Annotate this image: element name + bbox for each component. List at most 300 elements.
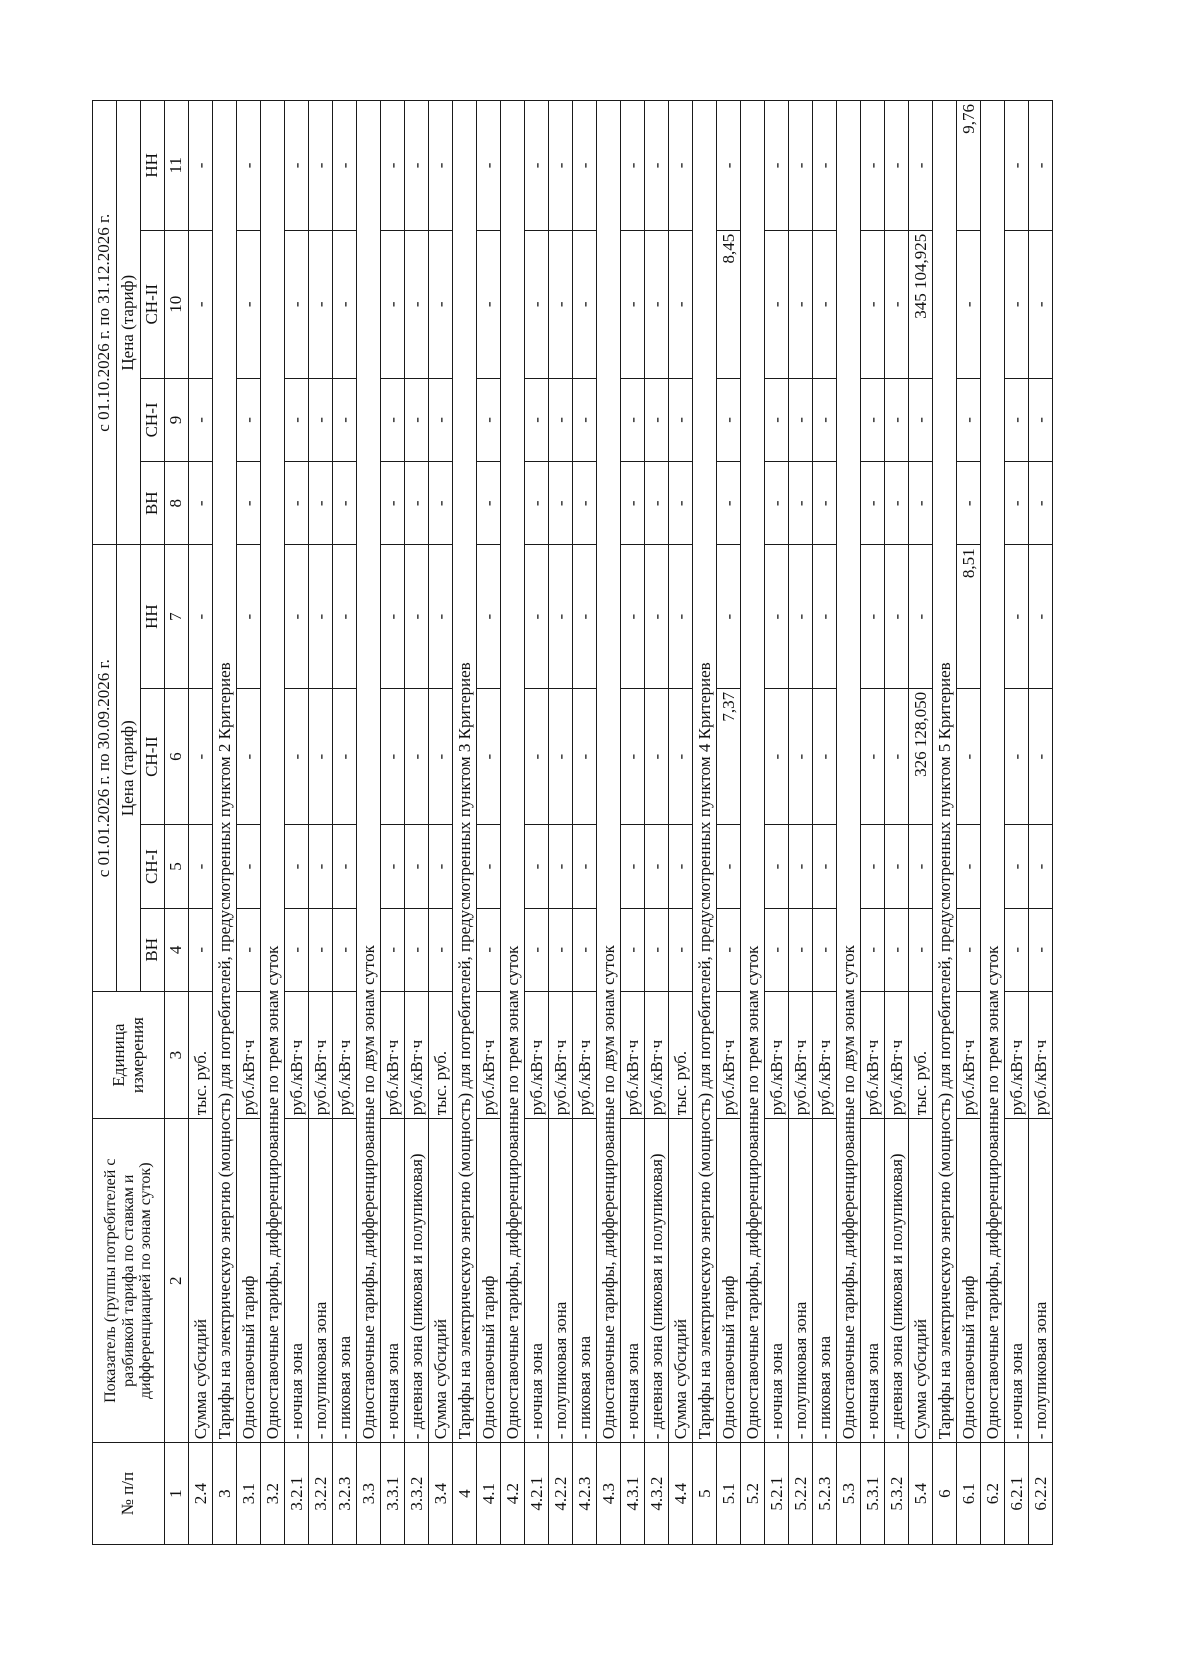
table-row bbox=[885, 101, 909, 1545]
unit-of-measure: руб./кВт·ч bbox=[237, 991, 261, 1118]
tariff-value: - bbox=[1029, 462, 1053, 545]
row-number: 3.4 bbox=[429, 1443, 453, 1545]
tariff-value: 9,76 bbox=[957, 101, 981, 231]
table-row bbox=[285, 101, 309, 1545]
tariff-value: - bbox=[549, 378, 573, 461]
tariff-value: - bbox=[285, 101, 309, 231]
table-row bbox=[477, 101, 501, 1545]
tariff-value: - bbox=[477, 688, 501, 825]
tariff-value: - bbox=[405, 825, 429, 908]
tariff-value: - bbox=[861, 378, 885, 461]
row-number: 3.1 bbox=[237, 1443, 261, 1545]
row-number: 3.3 bbox=[357, 1443, 381, 1545]
tariff-value: - bbox=[1005, 462, 1029, 545]
tariff-value: - bbox=[429, 545, 453, 688]
tariff-value: - bbox=[429, 908, 453, 991]
tariff-value: - bbox=[885, 688, 909, 825]
tariff-value: - bbox=[285, 230, 309, 378]
unit-of-measure: тыс. руб. bbox=[669, 991, 693, 1118]
indicator-name: - полупиковая зона bbox=[789, 1119, 813, 1443]
table-row bbox=[1005, 101, 1029, 1545]
header-period-1: с 01.01.2026 г. по 30.09.2026 г. bbox=[93, 545, 117, 992]
indicator-name: - полупиковая зона bbox=[309, 1119, 333, 1443]
section-row bbox=[933, 101, 957, 1545]
tariff-value: - bbox=[525, 545, 549, 688]
tariff-value: - bbox=[549, 825, 573, 908]
tariff-value: - bbox=[1005, 101, 1029, 231]
table-row bbox=[669, 101, 693, 1545]
tariff-value: - bbox=[285, 908, 309, 991]
tariff-value: - bbox=[237, 462, 261, 545]
tariff-value: - bbox=[405, 908, 429, 991]
tariff-value: - bbox=[189, 825, 213, 908]
unit-of-measure: руб./кВт·ч bbox=[1005, 991, 1029, 1118]
header-col-indicator: Показатель (группы потребителей с разбивкой тарифа по ставкам и дифференциацией по зонам суток) bbox=[93, 1119, 165, 1443]
header-price-label-2: Цена (тариф) bbox=[117, 101, 141, 545]
row-number: 6.2.2 bbox=[1029, 1443, 1053, 1545]
tariff-value: - bbox=[285, 825, 309, 908]
unit-of-measure: руб./кВт·ч bbox=[885, 991, 909, 1118]
row-number: 5.2.1 bbox=[765, 1443, 789, 1545]
tariff-value: - bbox=[333, 545, 357, 688]
tariff-value: - bbox=[285, 545, 309, 688]
tariff-value: - bbox=[645, 825, 669, 908]
column-number: 4 bbox=[165, 908, 189, 991]
header-col-num: № п/п bbox=[93, 1443, 165, 1545]
tariff-value: - bbox=[429, 462, 453, 545]
tariff-value: - bbox=[621, 101, 645, 231]
tariff-value: - bbox=[669, 908, 693, 991]
tariff-value: - bbox=[381, 462, 405, 545]
row-number: 3.2.1 bbox=[285, 1443, 309, 1545]
tariff-value: - bbox=[525, 230, 549, 378]
unit-of-measure: руб./кВт·ч bbox=[813, 991, 837, 1118]
tariff-value: - bbox=[909, 908, 933, 991]
tariff-value: - bbox=[381, 378, 405, 461]
tariff-value: - bbox=[405, 230, 429, 378]
header-period-2: с 01.10.2026 г. по 31.12.2026 г. bbox=[93, 101, 117, 545]
tariff-value: - bbox=[621, 688, 645, 825]
row-number: 5 bbox=[693, 1443, 717, 1545]
tariff-value: - bbox=[189, 101, 213, 231]
unit-of-measure: руб./кВт·ч bbox=[405, 991, 429, 1118]
table-row bbox=[429, 101, 453, 1545]
tariff-value: - bbox=[381, 825, 405, 908]
row-number: 4.3 bbox=[597, 1443, 621, 1545]
indicator-name: Сумма субсидий bbox=[669, 1119, 693, 1443]
tariff-value: - bbox=[861, 545, 885, 688]
tariff-value: - bbox=[309, 101, 333, 231]
tariff-value: - bbox=[405, 378, 429, 461]
row-number: 3 bbox=[213, 1443, 237, 1545]
tariff-value: - bbox=[1029, 545, 1053, 688]
tariff-value: - bbox=[525, 462, 549, 545]
indicator-name: - дневная зона (пиковая и полупиковая) bbox=[645, 1119, 669, 1443]
row-number: 4.2.1 bbox=[525, 1443, 549, 1545]
unit-of-measure: руб./кВт·ч bbox=[309, 991, 333, 1118]
tariff-value: - bbox=[309, 908, 333, 991]
table-row bbox=[1029, 101, 1053, 1545]
table-row bbox=[333, 101, 357, 1545]
section-row bbox=[453, 101, 477, 1545]
row-number: 5.2.2 bbox=[789, 1443, 813, 1545]
tariff-value: - bbox=[645, 378, 669, 461]
tariff-value: - bbox=[861, 908, 885, 991]
tariff-value: - bbox=[957, 908, 981, 991]
section-title: Одноставочные тарифы, дифференцированные по трем зонам суток bbox=[981, 101, 1005, 1443]
row-number: 4.2.2 bbox=[549, 1443, 573, 1545]
indicator-name: - ночная зона bbox=[861, 1119, 885, 1443]
tariff-value: - bbox=[333, 101, 357, 231]
header-voltage: ВН bbox=[141, 908, 165, 991]
indicator-name: - пиковая зона bbox=[333, 1119, 357, 1443]
column-number: 9 bbox=[165, 378, 189, 461]
tariff-value: - bbox=[669, 825, 693, 908]
tariff-value: - bbox=[813, 825, 837, 908]
tariff-value: - bbox=[573, 230, 597, 378]
tariff-value: - bbox=[237, 101, 261, 231]
indicator-name: - пиковая зона bbox=[813, 1119, 837, 1443]
tariff-value: - bbox=[645, 101, 669, 231]
tariff-value: - bbox=[765, 101, 789, 231]
tariff-value: - bbox=[405, 101, 429, 231]
table-row bbox=[957, 101, 981, 1545]
tariff-value: - bbox=[477, 825, 501, 908]
indicator-name: Сумма субсидий bbox=[909, 1119, 933, 1443]
tariff-value: - bbox=[1029, 378, 1053, 461]
tariff-value: - bbox=[1005, 230, 1029, 378]
tariff-value: - bbox=[309, 825, 333, 908]
tariff-value: - bbox=[549, 101, 573, 231]
indicator-name: Одноставочный тариф bbox=[477, 1119, 501, 1443]
column-number: 3 bbox=[165, 991, 189, 1118]
tariff-value: - bbox=[525, 101, 549, 231]
table-row bbox=[717, 101, 741, 1545]
tariff-value: - bbox=[237, 378, 261, 461]
tariff-value: - bbox=[1029, 230, 1053, 378]
row-number: 6.2 bbox=[981, 1443, 1005, 1545]
section-title: Тарифы на электрическую энергию (мощность) для потребителей, предусмотренных пунктом 3 Критериев bbox=[453, 101, 477, 1443]
row-number: 4 bbox=[453, 1443, 477, 1545]
indicator-name: Одноставочный тариф bbox=[957, 1119, 981, 1443]
tariff-value: - bbox=[333, 462, 357, 545]
tariff-value: - bbox=[1029, 908, 1053, 991]
unit-of-measure: руб./кВт·ч bbox=[765, 991, 789, 1118]
tariff-value: - bbox=[333, 688, 357, 825]
unit-of-measure: руб./кВт·ч bbox=[549, 991, 573, 1118]
tariff-value: - bbox=[333, 908, 357, 991]
tariff-value: - bbox=[285, 688, 309, 825]
section-row bbox=[837, 101, 861, 1545]
tariff-value: - bbox=[957, 230, 981, 378]
tariff-value: 345 104,925 bbox=[909, 230, 933, 378]
tariff-value: - bbox=[1005, 908, 1029, 991]
row-number: 6.2.1 bbox=[1005, 1443, 1029, 1545]
tariff-value: - bbox=[549, 462, 573, 545]
tariff-value: - bbox=[549, 688, 573, 825]
tariff-value: - bbox=[477, 908, 501, 991]
column-number: 2 bbox=[165, 1119, 189, 1443]
tariff-value: - bbox=[429, 688, 453, 825]
tariff-value: - bbox=[813, 908, 837, 991]
tariff-value: - bbox=[861, 688, 885, 825]
tariff-value: - bbox=[525, 908, 549, 991]
row-number: 5.2.3 bbox=[813, 1443, 837, 1545]
tariff-value: - bbox=[717, 101, 741, 231]
tariff-value: - bbox=[957, 378, 981, 461]
tariff-value: - bbox=[621, 378, 645, 461]
header-voltage: НН bbox=[141, 545, 165, 688]
tariff-value: - bbox=[525, 825, 549, 908]
table-row bbox=[309, 101, 333, 1545]
row-number: 4.2 bbox=[501, 1443, 525, 1545]
unit-of-measure: руб./кВт·ч bbox=[789, 991, 813, 1118]
indicator-name: - полупиковая зона bbox=[1029, 1119, 1053, 1443]
tariff-value: - bbox=[381, 230, 405, 378]
section-title: Тарифы на электрическую энергию (мощность) для потребителей, предусмотренных пунктом 5 Критериев bbox=[933, 101, 957, 1443]
tariff-value: - bbox=[189, 545, 213, 688]
tariff-value: - bbox=[309, 688, 333, 825]
column-number: 5 bbox=[165, 825, 189, 908]
indicator-name: Одноставочный тариф bbox=[237, 1119, 261, 1443]
tariff-value: - bbox=[477, 462, 501, 545]
tariff-value: - bbox=[885, 908, 909, 991]
unit-of-measure: руб./кВт·ч bbox=[333, 991, 357, 1118]
tariff-value: - bbox=[1005, 688, 1029, 825]
row-number: 6.1 bbox=[957, 1443, 981, 1545]
tariff-value: - bbox=[1029, 688, 1053, 825]
row-number: 4.4 bbox=[669, 1443, 693, 1545]
header-voltage: СН-II bbox=[141, 688, 165, 825]
tariff-value: - bbox=[789, 462, 813, 545]
tariff-value: - bbox=[429, 101, 453, 231]
tariff-value: - bbox=[285, 462, 309, 545]
table-row bbox=[237, 101, 261, 1545]
table-row bbox=[789, 101, 813, 1545]
indicator-name: - полупиковая зона bbox=[549, 1119, 573, 1443]
tariff-value: - bbox=[477, 545, 501, 688]
tariff-value: - bbox=[765, 378, 789, 461]
row-number: 3.2 bbox=[261, 1443, 285, 1545]
tariff-value: - bbox=[573, 825, 597, 908]
tariff-value: - bbox=[861, 101, 885, 231]
section-title: Одноставочные тарифы, дифференцированные по трем зонам суток bbox=[501, 101, 525, 1443]
tariff-value: - bbox=[885, 462, 909, 545]
header-voltage: ВН bbox=[141, 462, 165, 545]
unit-of-measure: руб./кВт·ч bbox=[573, 991, 597, 1118]
tariff-value: - bbox=[717, 908, 741, 991]
tariff-value: - bbox=[285, 378, 309, 461]
tariff-value: - bbox=[717, 378, 741, 461]
tariff-value: - bbox=[405, 462, 429, 545]
row-number: 5.3 bbox=[837, 1443, 861, 1545]
tariff-value: - bbox=[525, 378, 549, 461]
column-number: 7 bbox=[165, 545, 189, 688]
tariff-value: - bbox=[237, 688, 261, 825]
table-row bbox=[189, 101, 213, 1545]
row-number: 5.1 bbox=[717, 1443, 741, 1545]
unit-of-measure: руб./кВт·ч bbox=[717, 991, 741, 1118]
tariff-value: - bbox=[717, 545, 741, 688]
table-row bbox=[525, 101, 549, 1545]
header-voltage: СН-I bbox=[141, 378, 165, 461]
tariff-value: - bbox=[861, 462, 885, 545]
column-number: 10 bbox=[165, 230, 189, 378]
tariff-value: - bbox=[621, 825, 645, 908]
row-number: 4.3.2 bbox=[645, 1443, 669, 1545]
row-number: 3.3.1 bbox=[381, 1443, 405, 1545]
tariff-value: - bbox=[645, 462, 669, 545]
tariff-table bbox=[92, 100, 1053, 1545]
tariff-value: - bbox=[429, 825, 453, 908]
tariff-value: - bbox=[621, 230, 645, 378]
section-title: Тарифы на электрическую энергию (мощность) для потребителей, предусмотренных пунктом 2 Критериев bbox=[213, 101, 237, 1443]
tariff-value: - bbox=[189, 908, 213, 991]
tariff-value: - bbox=[333, 230, 357, 378]
tariff-value: - bbox=[813, 688, 837, 825]
tariff-value: 7,37 bbox=[717, 688, 741, 825]
unit-of-measure: руб./кВт·ч bbox=[477, 991, 501, 1118]
tariff-value: - bbox=[381, 688, 405, 825]
indicator-name: Сумма субсидий bbox=[189, 1119, 213, 1443]
tariff-value: - bbox=[1005, 545, 1029, 688]
tariff-value: - bbox=[645, 908, 669, 991]
tariff-value: - bbox=[621, 545, 645, 688]
tariff-value: - bbox=[477, 101, 501, 231]
tariff-value: - bbox=[717, 825, 741, 908]
indicator-name: - ночная зона bbox=[621, 1119, 645, 1443]
tariff-value: - bbox=[645, 545, 669, 688]
tariff-value: - bbox=[549, 908, 573, 991]
section-title: Одноставочные тарифы, дифференцированные по трем зонам суток bbox=[741, 101, 765, 1443]
section-row bbox=[261, 101, 285, 1545]
tariff-value: - bbox=[333, 825, 357, 908]
tariff-value: - bbox=[1005, 378, 1029, 461]
row-number: 5.2 bbox=[741, 1443, 765, 1545]
tariff-value: - bbox=[573, 101, 597, 231]
indicator-name: - ночная зона bbox=[525, 1119, 549, 1443]
tariff-value: - bbox=[309, 230, 333, 378]
tariff-value: - bbox=[669, 462, 693, 545]
unit-of-measure: тыс. руб. bbox=[429, 991, 453, 1118]
tariff-value: - bbox=[189, 230, 213, 378]
column-number: 8 bbox=[165, 462, 189, 545]
row-number: 5.3.2 bbox=[885, 1443, 909, 1545]
tariff-value: - bbox=[669, 378, 693, 461]
row-number: 5.4 bbox=[909, 1443, 933, 1545]
unit-of-measure: руб./кВт·ч bbox=[957, 991, 981, 1118]
row-number: 3.3.2 bbox=[405, 1443, 429, 1545]
table-row bbox=[381, 101, 405, 1545]
tariff-value: - bbox=[237, 545, 261, 688]
tariff-value: - bbox=[669, 545, 693, 688]
tariff-value: - bbox=[813, 378, 837, 461]
unit-of-measure: тыс. руб. bbox=[189, 991, 213, 1118]
tariff-value: - bbox=[765, 825, 789, 908]
tariff-value: - bbox=[309, 378, 333, 461]
tariff-value: - bbox=[789, 230, 813, 378]
table-header bbox=[93, 101, 189, 1545]
section-title: Тарифы на электрическую энергию (мощность) для потребителей, предусмотренных пунктом 4 Критериев bbox=[693, 101, 717, 1443]
indicator-name: - ночная зона bbox=[1005, 1119, 1029, 1443]
tariff-value: - bbox=[909, 545, 933, 688]
section-title: Одноставочные тарифы, дифференцированные по трем зонам суток bbox=[261, 101, 285, 1443]
tariff-value: - bbox=[957, 825, 981, 908]
tariff-value: - bbox=[549, 230, 573, 378]
tariff-value: - bbox=[237, 825, 261, 908]
tariff-value: - bbox=[1029, 825, 1053, 908]
section-row bbox=[597, 101, 621, 1545]
tariff-value: - bbox=[573, 378, 597, 461]
section-row bbox=[213, 101, 237, 1545]
table-row bbox=[909, 101, 933, 1545]
indicator-name: Сумма субсидий bbox=[429, 1119, 453, 1443]
header-column-numbers bbox=[165, 101, 189, 1545]
indicator-name: - дневная зона (пиковая и полупиковая) bbox=[405, 1119, 429, 1443]
row-number: 6 bbox=[933, 1443, 957, 1545]
tariff-value: - bbox=[573, 545, 597, 688]
tariff-value: - bbox=[645, 688, 669, 825]
tariff-value: - bbox=[309, 462, 333, 545]
indicator-name: - ночная зона bbox=[285, 1119, 309, 1443]
row-number: 2.4 bbox=[189, 1443, 213, 1545]
tariff-value: - bbox=[813, 462, 837, 545]
tariff-value: 8,45 bbox=[717, 230, 741, 378]
section-title: Одноставочные тарифы, дифференцированные по двум зонам суток bbox=[357, 101, 381, 1443]
tariff-value: - bbox=[813, 230, 837, 378]
tariff-value: 326 128,050 bbox=[909, 688, 933, 825]
section-row bbox=[981, 101, 1005, 1545]
tariff-value: - bbox=[309, 545, 333, 688]
tariff-value: 8,51 bbox=[957, 545, 981, 688]
unit-of-measure: руб./кВт·ч bbox=[285, 991, 309, 1118]
column-number: 11 bbox=[165, 101, 189, 231]
indicator-name: - ночная зона bbox=[381, 1119, 405, 1443]
tariff-value: - bbox=[381, 101, 405, 231]
row-number: 5.3.1 bbox=[861, 1443, 885, 1545]
table-body bbox=[189, 101, 1053, 1545]
tariff-value: - bbox=[789, 825, 813, 908]
unit-of-measure: руб./кВт·ч bbox=[645, 991, 669, 1118]
tariff-value: - bbox=[813, 545, 837, 688]
tariff-value: - bbox=[237, 230, 261, 378]
tariff-value: - bbox=[789, 378, 813, 461]
tariff-value: - bbox=[765, 462, 789, 545]
table-row bbox=[645, 101, 669, 1545]
section-row bbox=[501, 101, 525, 1545]
rotated-table-frame bbox=[92, 100, 1192, 1545]
tariff-value: - bbox=[525, 688, 549, 825]
unit-of-measure: руб./кВт·ч bbox=[1029, 991, 1053, 1118]
tariff-value: - bbox=[909, 462, 933, 545]
table-row bbox=[861, 101, 885, 1545]
tariff-value: - bbox=[1005, 825, 1029, 908]
row-number: 4.2.3 bbox=[573, 1443, 597, 1545]
section-row bbox=[693, 101, 717, 1545]
tariff-value: - bbox=[477, 378, 501, 461]
tariff-value: - bbox=[765, 908, 789, 991]
table-row bbox=[573, 101, 597, 1545]
header-col-unit: Единица измерения bbox=[93, 991, 165, 1118]
tariff-value: - bbox=[405, 545, 429, 688]
tariff-value: - bbox=[429, 378, 453, 461]
section-title: Одноставочные тарифы, дифференцированные по двум зонам суток bbox=[837, 101, 861, 1443]
unit-of-measure: руб./кВт·ч bbox=[525, 991, 549, 1118]
tariff-value: - bbox=[189, 462, 213, 545]
tariff-value: - bbox=[429, 230, 453, 378]
tariff-value: - bbox=[621, 908, 645, 991]
tariff-value: - bbox=[885, 825, 909, 908]
